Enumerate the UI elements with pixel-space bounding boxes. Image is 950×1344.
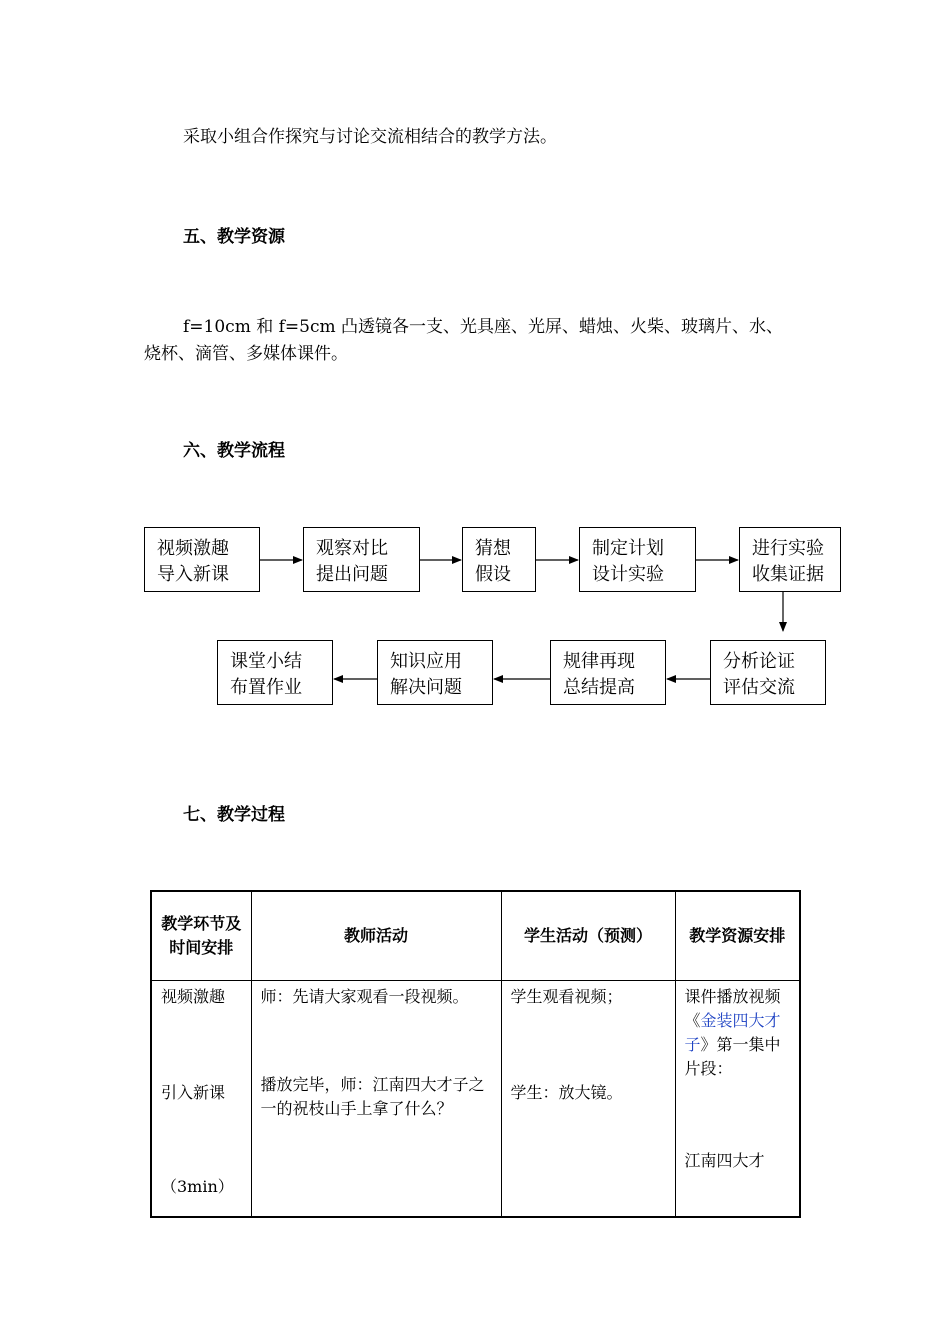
student-activity-1: 学生观看视频； (510, 987, 623, 1006)
flow-step-line: 收集证据 (752, 564, 824, 585)
flow-step-line: 观察对比 (316, 538, 388, 559)
stage-time: （3min） (161, 1177, 234, 1196)
teaching-method-text: 采取小组合作探究与讨论交流相结合的教学方法。 (183, 127, 557, 147)
video-title-link[interactable]: 金装四大才子 (684, 1011, 781, 1054)
flow-step-line: 设计实验 (592, 564, 664, 585)
stage-cell (151, 981, 251, 1217)
stage-line-1: 视频激趣 (161, 987, 226, 1006)
resources-line-2: 烧杯、滴管、多媒体课件。 (144, 344, 348, 364)
stage-line-2: 引入新课 (161, 1083, 226, 1102)
section-7-title: 七、教学过程 (183, 805, 285, 825)
flow-step-line: 解决问题 (390, 677, 462, 698)
flow-step-line: 评估交流 (723, 677, 795, 698)
flow-step-line: 猜想 (475, 538, 511, 559)
flow-step-line: 假设 (475, 564, 511, 585)
flow-step-line: 分析论证 (723, 651, 795, 672)
flow-step-guess (462, 527, 536, 592)
flow-step-plan (579, 527, 696, 592)
resources-line-1: f=10cm 和 f=5cm 凸透镜各一支、光具座、光屏、蜡烛、火柴、玻璃片、水、 (183, 317, 784, 337)
flow-step-line: 规律再现 (563, 651, 635, 672)
flow-step-line: 导入新课 (157, 564, 229, 585)
flow-step-line: 知识应用 (390, 651, 462, 672)
resource-text-2: 江南四大才 (684, 1151, 765, 1170)
teacher-activity-1: 师：先请大家观看一段视频。 (260, 987, 469, 1006)
header-resource: 教学资源安排 (675, 891, 800, 981)
flow-step-summary (217, 640, 333, 705)
header-student: 学生活动（预测） (501, 891, 675, 981)
teacher-cell (251, 981, 501, 1217)
flow-step-observe (303, 527, 420, 592)
flow-step-line: 视频激趣 (157, 538, 229, 559)
flow-step-video (144, 527, 260, 592)
section-6-title: 六、教学流程 (183, 441, 285, 461)
flow-step-line: 制定计划 (592, 538, 664, 559)
teaching-process-table (150, 890, 801, 1218)
teacher-activity-2: 播放完毕，师：江南四大才子之一的祝枝山手上拿了什么？ (260, 1075, 485, 1118)
header-stage: 教学环节及时间安排 (151, 891, 251, 981)
flow-step-line: 总结提高 (563, 677, 635, 698)
flow-step-line: 布置作业 (230, 677, 302, 698)
resource-text-post: 》第一集中片段： (684, 1035, 781, 1078)
resource-text-pre: 课件播放视频《 (684, 987, 781, 1030)
flow-step-line: 课堂小结 (230, 651, 302, 672)
table-row (151, 981, 800, 1217)
flow-step-rules (550, 640, 666, 705)
header-teacher: 教师活动 (251, 891, 501, 981)
flow-step-line: 提出问题 (316, 564, 388, 585)
student-activity-2: 学生：放大镜。 (510, 1083, 623, 1102)
flow-step-experiment (739, 527, 841, 592)
section-5-title: 五、教学资源 (183, 227, 285, 247)
flow-step-apply (377, 640, 493, 705)
flow-step-line: 进行实验 (752, 538, 824, 559)
student-cell (501, 981, 675, 1217)
flow-step-analyze (710, 640, 826, 705)
resource-text (685, 985, 791, 1081)
resource-cell (675, 981, 800, 1217)
table-header-row (151, 891, 800, 981)
